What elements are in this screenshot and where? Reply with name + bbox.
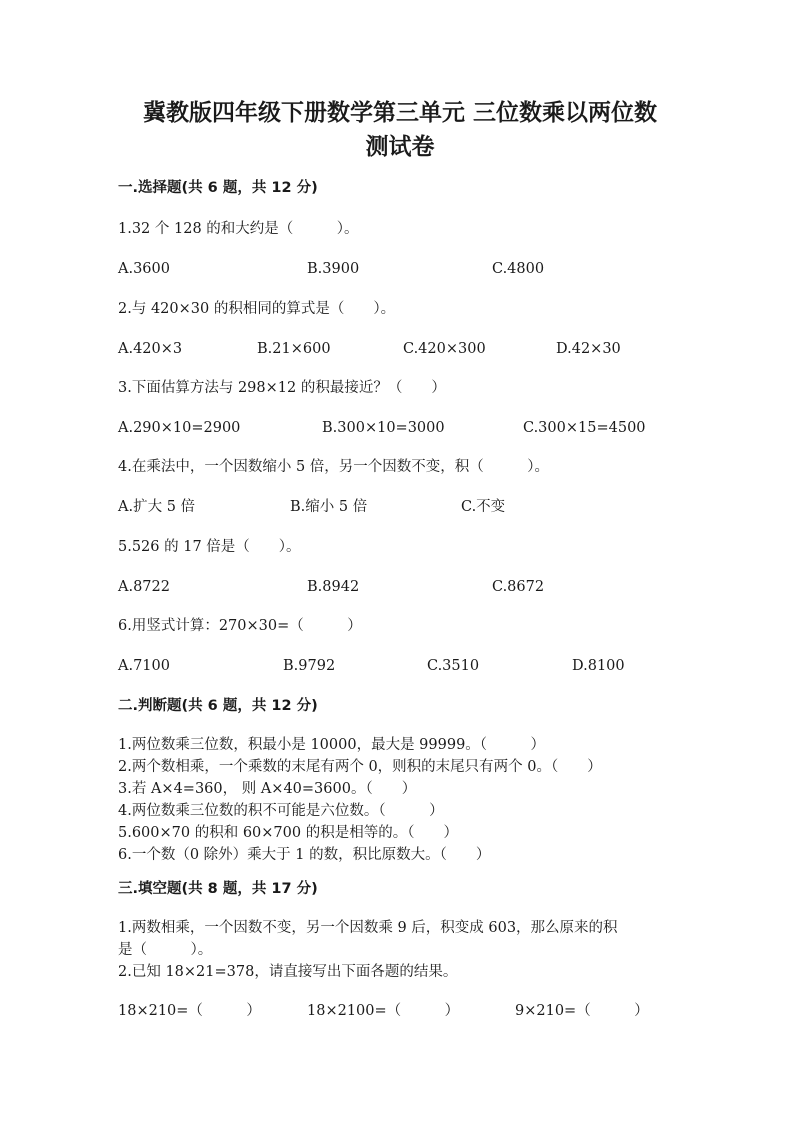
- question-text: 2.与 420×30 的积相同的算式是（ ）。: [118, 301, 396, 317]
- question-text: 1.两数相乘，一个因数不变，另一个因数乘 9 后，积变成 603，那么原来的积: [118, 920, 618, 936]
- question-text: 6.用竖式计算：270×30=（ ）: [118, 618, 362, 634]
- option: B.300×10=3000: [322, 420, 445, 436]
- option: B.3900: [307, 261, 360, 277]
- question-text: 4.在乘法中，一个因数缩小 5 倍，另一个因数不变，积（ ）。: [118, 459, 550, 475]
- option: B.缩小 5 倍: [290, 499, 368, 515]
- list-item: 4.两位数乘三位数的积不可能是六位数。（ ）: [118, 803, 444, 819]
- question-text: 3.下面估算方法与 298×12 的积最接近？（ ）: [118, 380, 446, 396]
- question-text-cont: 是（ ）。: [118, 942, 213, 958]
- list-item: 2.两个数相乘，一个乘数的末尾有两个 0，则积的末尾只有两个 0。（ ）: [118, 759, 602, 775]
- option: A.7100: [118, 658, 170, 674]
- option: C.420×300: [403, 341, 486, 357]
- calc-item: 18×2100=（ ）: [307, 1003, 460, 1019]
- question-text: 5.526 的 17 倍是（ ）。: [118, 539, 301, 555]
- page-title-line2: 测试卷: [365, 133, 435, 160]
- question-text: 2.已知 18×21=378，请直接写出下面各题的结果。: [118, 964, 458, 980]
- list-item: 5.600×70 的积和 60×700 的积是相等的。（ ）: [118, 825, 458, 841]
- list-item: 3.若 A×4=360， 则 A×40=3600。（ ）: [118, 781, 417, 797]
- section-heading-choice: 一.选择题(共 6 题，共 12 分): [118, 180, 318, 196]
- option: D.42×30: [556, 341, 621, 357]
- option: A.420×3: [118, 341, 183, 357]
- option: A.3600: [118, 261, 170, 277]
- option: C.300×15=4500: [523, 420, 646, 436]
- option: B.8942: [307, 579, 360, 595]
- option: C.8672: [492, 579, 545, 595]
- option: A.扩大 5 倍: [118, 499, 196, 515]
- option: B.21×600: [257, 341, 331, 357]
- section-heading-judgement: 二.判断题(共 6 题，共 12 分): [118, 698, 318, 714]
- option: B.9792: [283, 658, 336, 674]
- section-heading-fill: 三.填空题(共 8 题，共 17 分): [118, 881, 318, 897]
- list-item: 6.一个数（0 除外）乘大于 1 的数，积比原数大。（ ）: [118, 847, 491, 863]
- option: A.8722: [118, 579, 170, 595]
- question-text: 1.32 个 128 的和大约是（ ）。: [118, 221, 359, 237]
- option: C.3510: [427, 658, 480, 674]
- calc-item: 18×210=（ ）: [118, 1003, 261, 1019]
- option: D.8100: [572, 658, 625, 674]
- option: C.4800: [492, 261, 545, 277]
- option: A.290×10=2900: [118, 420, 241, 436]
- list-item: 1.两位数乘三位数，积最小是 10000，最大是 99999。（ ）: [118, 737, 546, 753]
- calc-item: 9×210=（ ）: [515, 1003, 649, 1019]
- option: C.不变: [461, 499, 506, 515]
- page-title: 冀教版四年级下册数学第三单元 三位数乘以两位数: [142, 99, 657, 126]
